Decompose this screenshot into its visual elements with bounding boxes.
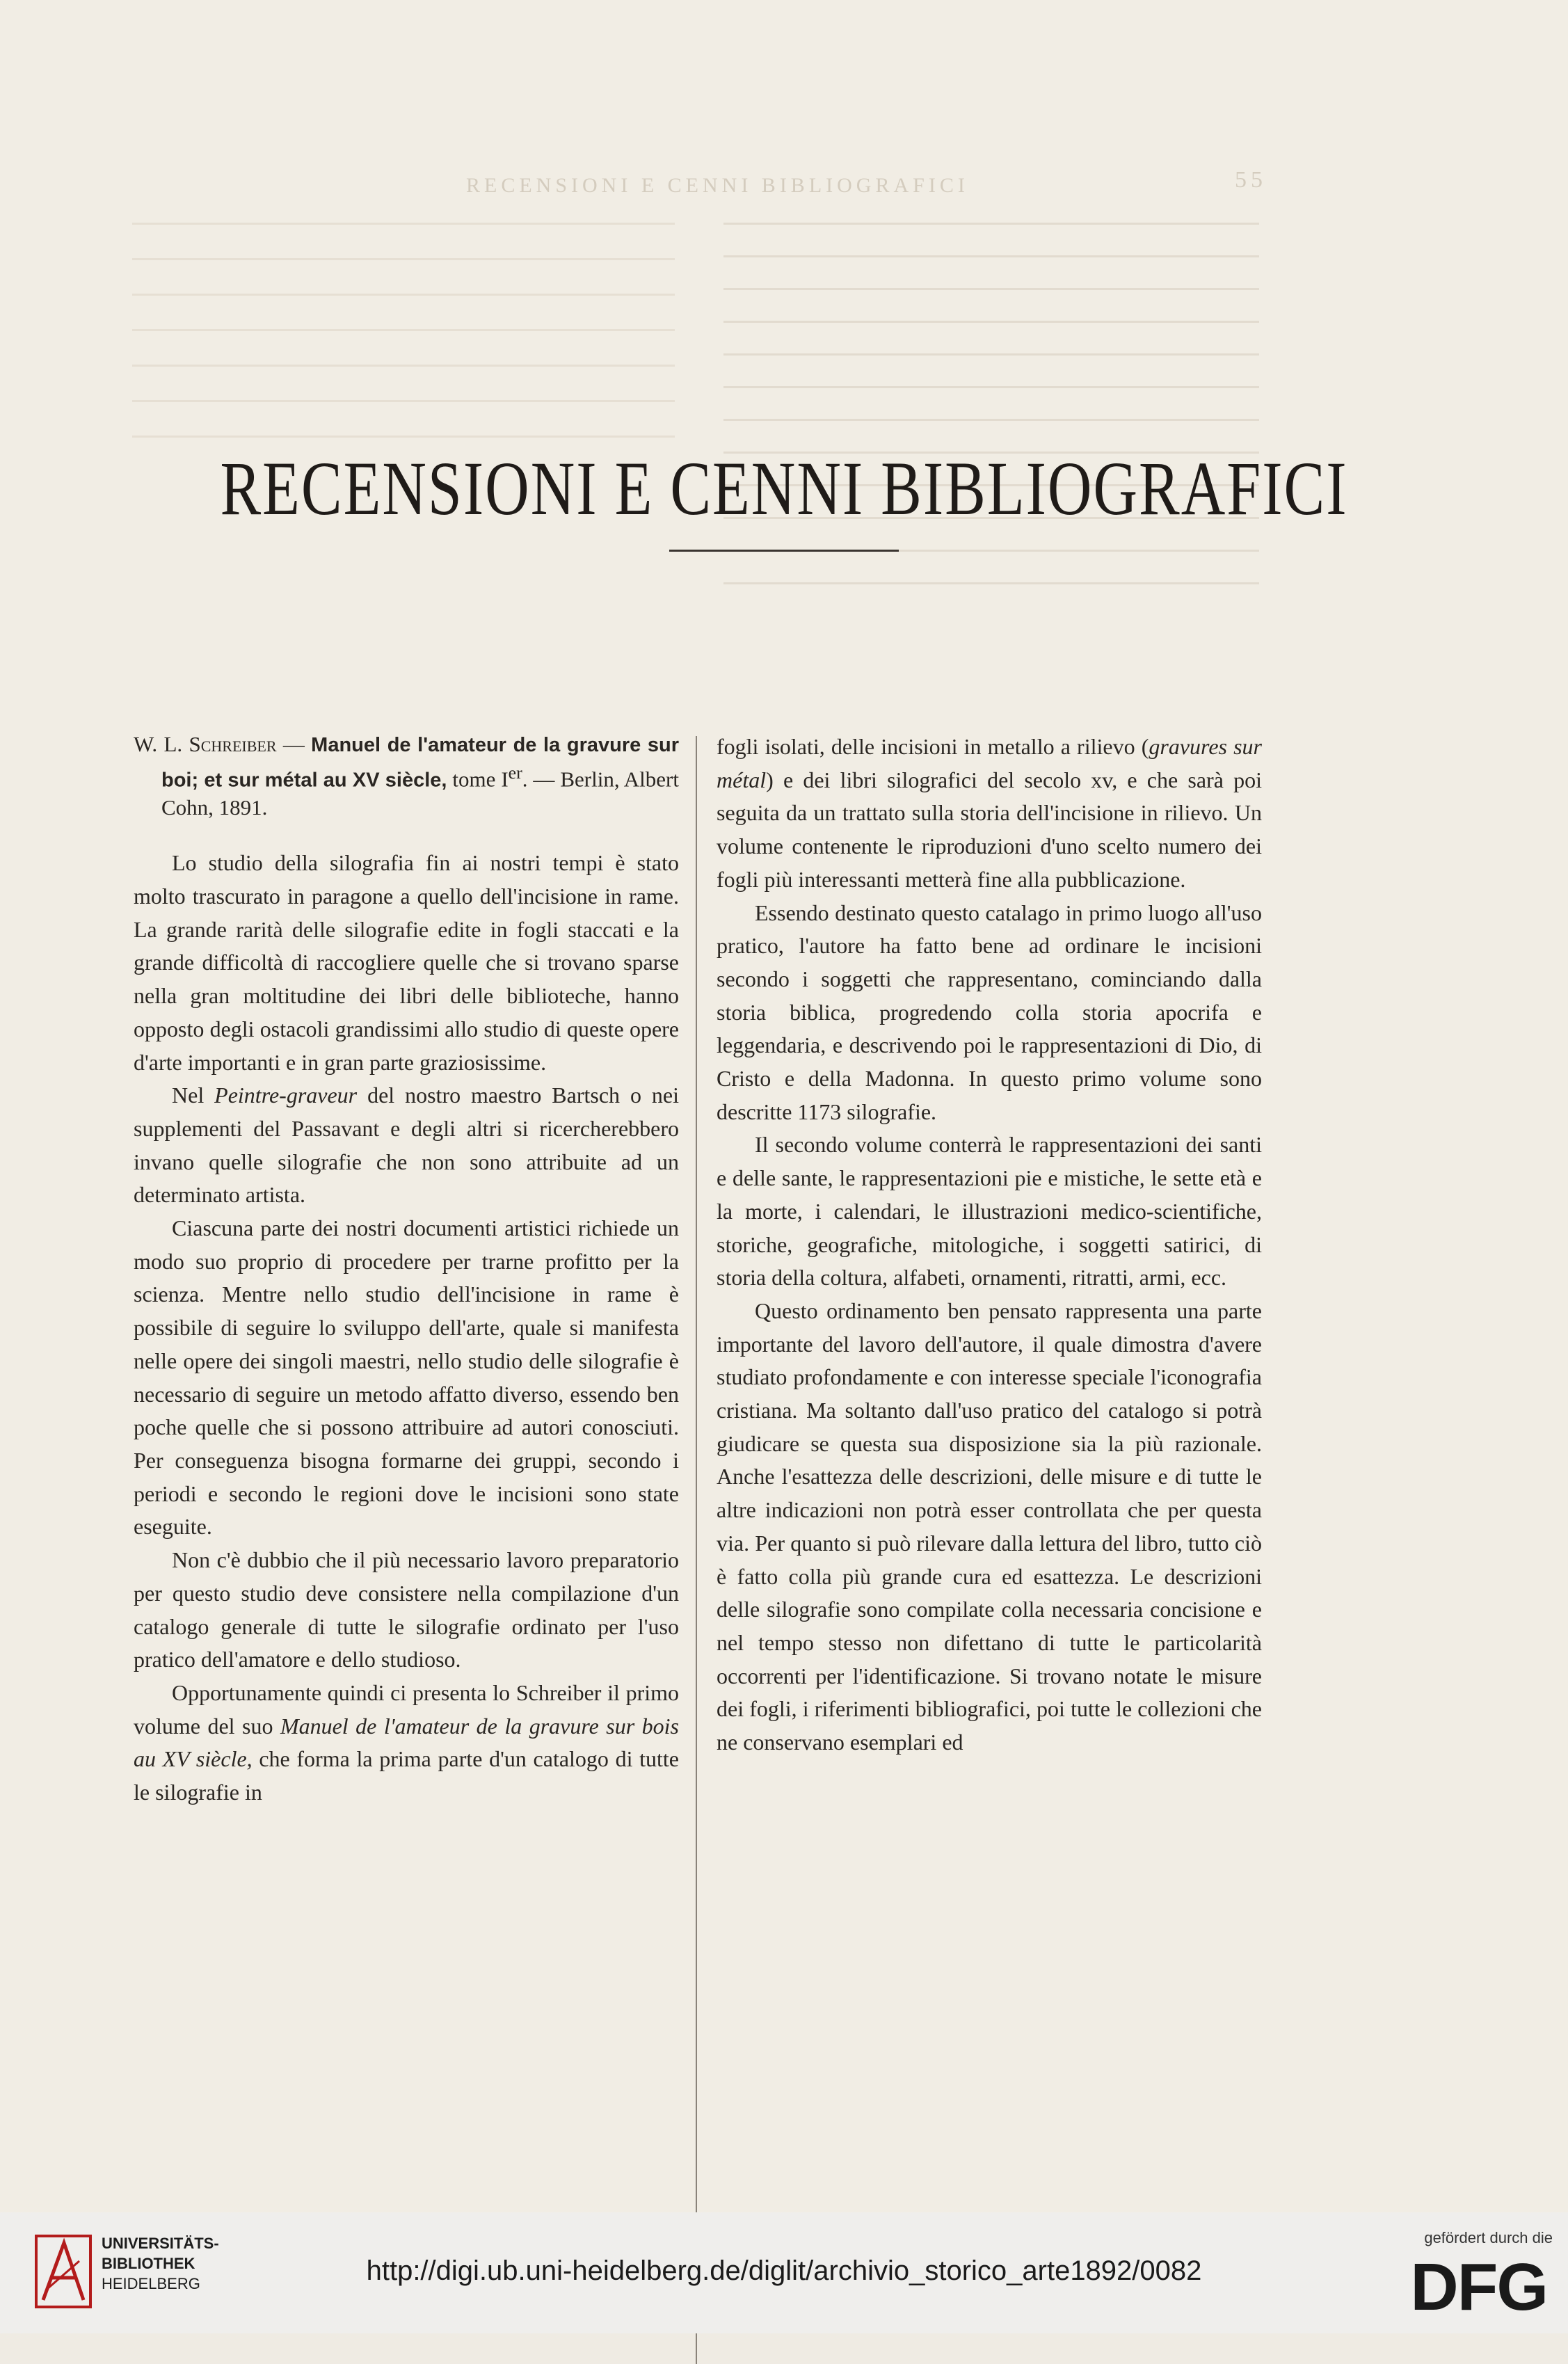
citation-dash: — — [276, 732, 312, 756]
left-p5-text-b: che forma la prima parte d'un catalogo di tutte le silografie in — [134, 1746, 679, 1805]
left-paragraph-2 — [134, 1079, 679, 1212]
dfg-logo: DFG — [1410, 2250, 1547, 2324]
library-name-line-1: UNIVERSITÄTS- — [102, 2235, 219, 2252]
left-p2-italic: Peintre-graveur — [214, 1083, 358, 1108]
citation-details-sup: er — [508, 762, 522, 783]
page-title: RECENSIONI E CENNI BIBLIOGRAFICI — [220, 447, 1348, 532]
citation-publisher: . — Berlin, Albert Cohn, 1891. — [161, 767, 679, 820]
left-paragraph-4: Non c'è dubbio che il più necessario lavoro preparatorio per questo studio deve consistere nella compilazione d'un catalogo generale di tutte le silografie ordinato per l'uso pratico dell'amatore e dello studioso. — [134, 1547, 679, 1672]
left-paragraph-1: Lo studio della silografia fin ai nostri tempi è stato molto trascurato in paragone a quello dell'incisione in rame. La grande rarità delle silografie edite in fogli staccati e la grande difficoltà di raccogliere quelle che si trovano sparse nella gran moltitudine dei libri delle biblioteche, hanno opposto degli ostacoli grandissimi allo studio di queste opere d'arte importanti e in gran parte graziosissime. — [134, 850, 679, 1075]
column-divider — [696, 736, 697, 2364]
right-p1-text-a: fogli isolati, delle incisioni in metallo a rilievo ( — [717, 734, 1149, 759]
library-name-line-3: HEIDELBERG — [102, 2275, 200, 2292]
reviewed-work-title: Manuel de l'amateur de la gravure sur boi; et sur métal au XV siècle, — [161, 734, 679, 792]
left-p2-text-b: del nostro maestro Bartsch o nei supplementi del Passavant e degli altri si ricercherebbero invano quelle silografie che non sono attribuite ad un determinato artista. — [134, 1083, 680, 1208]
library-name-line-2: BIBLIOTHEK — [102, 2255, 195, 2272]
left-p5-text-a: Opportunamente quindi ci presenta lo Schreiber il primo volume del suo — [134, 1679, 679, 1739]
right-paragraph-2: Essendo destinato questo catalago in primo luogo all'uso pratico, l'autore ha fatto bene ad ordinare le incisioni secondo i soggetti che rappresentano, cominciando dalla storia biblica, progredendo colla storia apocrifa e leggendaria, e descrivendo poi le rappresentazioni di Dio, di Cristo e della Madonna. In questo primo volume sono descritte 1173 silografie. — [717, 900, 1262, 1124]
bleedthrough-lines-left — [132, 223, 675, 471]
right-paragraph-4: Questo ordinamento ben pensato rappresenta una parte importante del lavoro dell'autore, il quale dimostra d'avere studiato profondamente e con interesse speciale l'iconografia cristiana. Ma soltanto dall'uso pratico del catalogo si potrà giudicare se questa sua disposizione sia la più razionale. Anche l'esattezza delle descrizioni, delle misure e di tutte le altre indicazioni non potrà esser controllata che per questa via. Per quanto si può rilevare dalla lettura del libro, tutto ciò è fatto colla più grande cura ed esattezza. Le descrizioni delle silografie sono compilate colla necessaria concisione e nel tempo stesso non difettano di tutte le particolarità occorrenti per l'identificazione. Si trovano notate le misure dei fogli, i riferimenti bibliografici, poi tutte le collezioni che ne conservano esemplari ed — [717, 1297, 1262, 1755]
right-p1-text-b: ) e dei libri silografici del secolo xv, e che sarà poi seguita da un trattato sulla storia dell'incisione in rilievo. Un volume contenente le riproduzioni d'uno scelto numero dei fogli più interessanti metterà fine alla pubblicazione. — [717, 767, 1262, 892]
page-number-bleedthrough: 55 — [1235, 167, 1267, 193]
title-rule — [669, 550, 899, 552]
permalink-url[interactable]: http://digi.ub.uni-heidelberg.de/diglit/archivio_storico_arte1892/0082 — [366, 2255, 1202, 2286]
author-initials: W. L. — [134, 732, 183, 756]
funder-label: gefördert durch die — [1424, 2229, 1553, 2246]
right-paragraph-3: Il secondo volume conterrà le rappresentazioni dei santi e delle sante, le rappresentazioni pie e mistiche, le sette età e la morte, i calendari, le illustrazioni medico-scientifiche, storiche, geografiche, mitologiche, i soggetti satirici, di storia della coltura, alfabeti, ornamenti, ritratti, armi, ecc. — [717, 1132, 1262, 1291]
citation-details: tome I — [447, 767, 509, 792]
left-paragraph-3: Ciascuna parte dei nostri documenti artistici richiede un modo suo proprio di procedere per trarne profitto per la scienza. Mentre nello studio dell'incisione in rame è possibile di seguire lo sviluppo dell'arte, quale si manifesta nelle opere dei singoli maestri, nello studio delle silografie è necessario di seguire un metodo affatto diverso, essendo ben poche quelle che si possono attribuire ad autori conosciuti. Per conseguenza bisogna formarne dei gruppi, secondo i periodi e secondo le regioni dove le incisioni sono state eseguite. — [134, 1215, 679, 1540]
left-p5-italic: Manuel de l'amateur de la gravure sur bois au XV siècle, — [134, 1713, 680, 1772]
author-surname: Schreiber — [189, 732, 277, 756]
left-column — [134, 730, 679, 1810]
running-head-bleedthrough: RECENSIONI E CENNI BIBLIOGRAFICI — [466, 174, 969, 197]
right-column — [717, 730, 1262, 1759]
bleedthrough-lines-right — [723, 223, 1259, 615]
right-p1-italic: gravures sur métal — [717, 734, 1263, 792]
review-citation — [134, 730, 679, 822]
digitization-footer — [0, 2212, 1568, 2333]
left-paragraph-5 — [134, 1677, 679, 1810]
right-paragraph-1 — [717, 730, 1262, 897]
left-p2-text-a: Nel — [172, 1083, 215, 1108]
